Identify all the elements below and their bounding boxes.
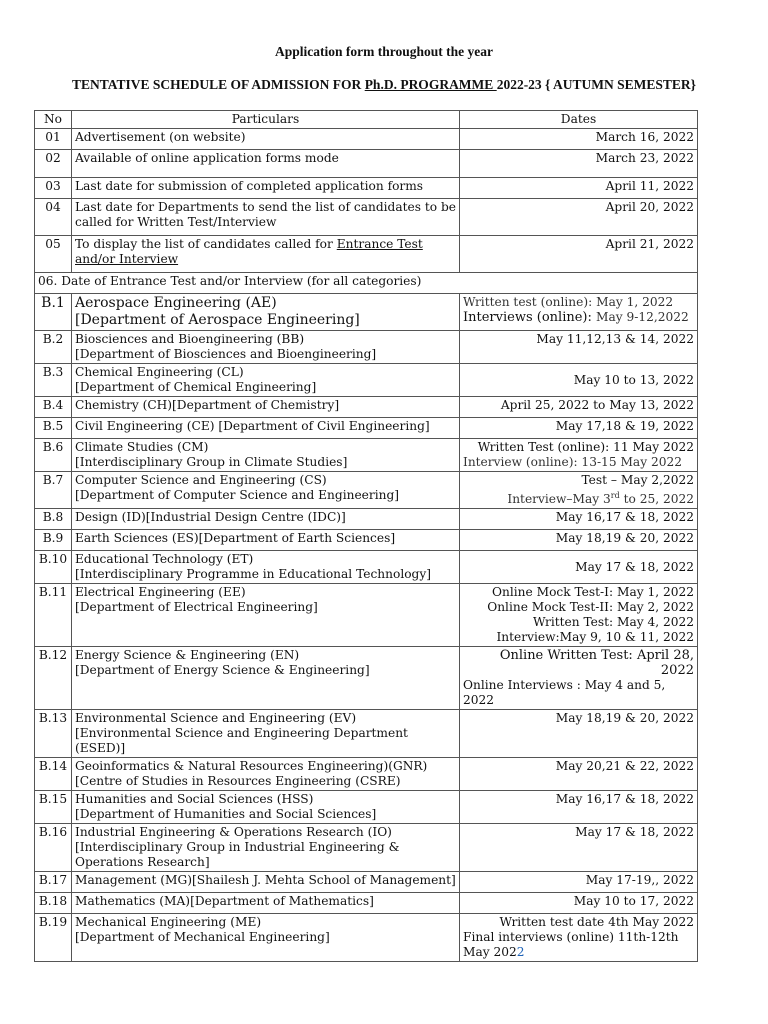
row-date [460, 439, 698, 472]
row-date [460, 294, 698, 331]
dept-name: Industrial Engineering & Operations Research (IO) [75, 825, 392, 840]
date-line: Online Written Test: April 28, 2022 [499, 648, 694, 679]
row-particulars: Advertisement (on website) [72, 129, 460, 150]
table-row [35, 364, 698, 397]
row-date: April 11, 2022 [460, 178, 698, 199]
row-particulars [72, 331, 460, 364]
row-particulars [72, 439, 460, 472]
row-particulars [72, 647, 460, 710]
dept-name: Geoinformatics & Natural Resources Engineering)(GNR) [75, 759, 428, 774]
date-line: Interview:May 9, 10 & 11, 2022 [496, 630, 694, 645]
dept-detail: [Department of Aerospace Engineering] [75, 312, 360, 328]
row-particulars: Design (ID)[Industrial Design Centre (IDC)] [72, 509, 460, 530]
table-row [35, 530, 698, 551]
date-line: Written Test: May 4, 2022 [533, 615, 694, 630]
dept-detail: [Environmental Science and Engineering Department (ESED)] [75, 726, 408, 756]
row-number: B.15 [35, 791, 72, 824]
dept-detail: [Department of Computer Science and Engineering] [75, 488, 400, 502]
row-date [460, 584, 698, 647]
table-row [35, 914, 698, 962]
table-row [35, 791, 698, 824]
dept-name: Aerospace Engineering (AE) [75, 295, 277, 311]
table-row [35, 331, 698, 364]
table-row [35, 129, 698, 150]
row-date: May 17 & 18, 2022 [460, 824, 698, 872]
row-number: B.14 [35, 758, 72, 791]
dept-detail: [Centre of Studies in Resources Engineering (CSRE) [75, 774, 401, 789]
row-number: B.19 [35, 914, 72, 962]
date-line-value-highlight: 2 [516, 945, 525, 960]
row-number: 02 [35, 150, 72, 178]
date-line: Interview (online): 13-15 May 2022 [463, 455, 682, 469]
table-row [35, 439, 698, 472]
row-number: B.8 [35, 509, 72, 530]
row-date: May 11,12,13 & 14, 2022 [460, 331, 698, 364]
row-particulars [72, 791, 460, 824]
dept-detail: [Interdisciplinary Group in Industrial Engineering & Operations Research] [75, 840, 400, 870]
row-particulars [72, 914, 460, 962]
table-row [35, 294, 698, 331]
row-date: March 16, 2022 [460, 129, 698, 150]
row-particulars: Management (MG)[Shailesh J. Mehta School of Management] [72, 872, 460, 893]
date-line: Test – May 2,2022 [581, 473, 694, 487]
date-line-label: Interview–May 3 [507, 492, 611, 507]
table-row [35, 472, 698, 509]
table-row [35, 397, 698, 418]
table-row [35, 647, 698, 710]
dept-name: Electrical Engineering (EE) [75, 585, 246, 600]
column-header-dates: Dates [460, 111, 698, 129]
date-line-value: May 9-12,2022 [596, 310, 689, 324]
document-title: Application form throughout the year [275, 44, 493, 59]
row-date: May 17,18 & 19, 2022 [460, 418, 698, 439]
row-date: April 21, 2022 [460, 236, 698, 273]
row-particulars [72, 472, 460, 509]
row-number: 01 [35, 129, 72, 150]
row-date: May 18,19 & 20, 2022 [460, 710, 698, 758]
dept-detail: [Department of Biosciences and Bioengineering] [75, 347, 377, 361]
row-particulars [72, 824, 460, 872]
table-row [35, 893, 698, 914]
dept-name: Energy Science & Engineering (EN) [75, 648, 300, 663]
dept-detail: [Department of Humanities and Social Sciences] [75, 807, 377, 822]
date-line: Online Mock Test-I: May 1, 2022 [492, 585, 694, 600]
particulars-underlined: Entrance Test and/or Interview [75, 237, 423, 266]
date-line-value: to 25, 2022 [619, 492, 694, 507]
row-date: May 17-19,, 2022 [460, 872, 698, 893]
row-date: March 23, 2022 [460, 150, 698, 178]
row-number: B.4 [35, 397, 72, 418]
row-date [460, 914, 698, 962]
schedule-prefix: TENTATIVE SCHEDULE OF ADMISSION FOR [72, 77, 365, 92]
row-particulars [72, 294, 460, 331]
date-line: Written test date 4th May 2022 [499, 915, 694, 930]
row-number: B.11 [35, 584, 72, 647]
dept-name: Educational Technology (ET) [75, 552, 254, 567]
section-06-heading: 06. Date of Entrance Test and/or Interview (for all categories) [35, 273, 698, 294]
table-row [35, 551, 698, 584]
dept-detail: [Department of Chemical Engineering] [75, 380, 317, 394]
row-date: May 17 & 18, 2022 [460, 551, 698, 584]
row-particulars [72, 364, 460, 397]
row-particulars [72, 551, 460, 584]
dept-detail: [Interdisciplinary Programme in Educational Technology] [75, 567, 432, 582]
table-row [35, 236, 698, 273]
dept-detail: [Department of Electrical Engineering] [75, 600, 318, 615]
row-particulars: Last date for Departments to send the list of candidates to be called for Written Test/Interview [72, 199, 460, 236]
dept-detail: [Department of Energy Science & Engineering] [75, 663, 370, 678]
row-number: B.5 [35, 418, 72, 439]
date-line-label: Interviews (online): [463, 310, 597, 325]
date-superscript: rd [610, 491, 620, 500]
row-date: May 20,21 & 22, 2022 [460, 758, 698, 791]
schedule-table [34, 110, 698, 962]
table-row [35, 150, 698, 178]
schedule-suffix: 2022-23 { AUTUMN SEMESTER} [496, 77, 696, 92]
row-particulars [72, 584, 460, 647]
dept-name: Biosciences and Bioengineering (BB) [75, 332, 305, 346]
column-header-particulars: Particulars [72, 111, 460, 129]
row-particulars [72, 236, 460, 273]
table-row [35, 872, 698, 893]
dept-detail: [Interdisciplinary Group in Climate Studies] [75, 455, 348, 469]
dept-detail: [Department of Mechanical Engineering] [75, 930, 330, 945]
row-number: B.12 [35, 647, 72, 710]
row-number: B.7 [35, 472, 72, 509]
dept-name: Mechanical Engineering (ME) [75, 915, 262, 930]
row-particulars: Mathematics (MA)[Department of Mathematics] [72, 893, 460, 914]
particulars-text: To display the list of candidates called for [75, 237, 337, 251]
dept-name: Climate Studies (CM) [75, 440, 209, 454]
row-number: B.1 [35, 294, 72, 331]
row-date: May 10 to 13, 2022 [460, 364, 698, 397]
row-particulars: Civil Engineering (CE) [Department of Civil Engineering] [72, 418, 460, 439]
row-number: B.10 [35, 551, 72, 584]
row-date [460, 472, 698, 509]
date-line: Online Interviews : May 4 and 5, 2022 [463, 678, 666, 708]
section-row [35, 273, 698, 294]
date-line: Online Mock Test-II: May 2, 2022 [487, 600, 694, 615]
row-particulars: Last date for submission of completed application forms [72, 178, 460, 199]
table-row [35, 710, 698, 758]
row-date [460, 647, 698, 710]
row-date: April 25, 2022 to May 13, 2022 [460, 397, 698, 418]
row-number: B.16 [35, 824, 72, 872]
schedule-heading [0, 77, 768, 93]
row-date: April 20, 2022 [460, 199, 698, 236]
row-number: B.9 [35, 530, 72, 551]
table-row [35, 824, 698, 872]
row-particulars: Chemistry (CH)[Department of Chemistry] [72, 397, 460, 418]
row-particulars [72, 710, 460, 758]
row-number: 03 [35, 178, 72, 199]
row-number: 05 [35, 236, 72, 273]
row-particulars [72, 758, 460, 791]
dept-name: Environmental Science and Engineering (EV) [75, 711, 357, 726]
dept-name: Humanities and Social Sciences (HSS) [75, 792, 314, 807]
column-header-no: No [35, 111, 72, 129]
table-row [35, 418, 698, 439]
row-particulars: Earth Sciences (ES)[Department of Earth Sciences] [72, 530, 460, 551]
table-row [35, 199, 698, 236]
row-date: May 10 to 17, 2022 [460, 893, 698, 914]
date-line: Written Test (online): 11 May 2022 [477, 440, 694, 454]
row-particulars: Available of online application forms mode [72, 150, 460, 178]
row-number: 04 [35, 199, 72, 236]
row-number: B.2 [35, 331, 72, 364]
row-number: B.17 [35, 872, 72, 893]
table-row [35, 758, 698, 791]
date-line-value: May 202 [463, 945, 517, 960]
table-row [35, 178, 698, 199]
dept-name: Chemical Engineering (CL) [75, 365, 244, 379]
table-row [35, 584, 698, 647]
row-number: B.3 [35, 364, 72, 397]
table-header-row [35, 111, 698, 129]
date-line: Final interviews (online) 11th-12th [463, 930, 679, 945]
date-line: Written test (online): May 1, 2022 [463, 295, 674, 309]
row-date: May 18,19 & 20, 2022 [460, 530, 698, 551]
table-row [35, 509, 698, 530]
row-date: May 16,17 & 18, 2022 [460, 791, 698, 824]
row-date: May 16,17 & 18, 2022 [460, 509, 698, 530]
programme-name: Ph.D. PROGRAMME [364, 77, 497, 92]
row-number: B.18 [35, 893, 72, 914]
row-number: B.13 [35, 710, 72, 758]
row-number: B.6 [35, 439, 72, 472]
dept-name: Computer Science and Engineering (CS) [75, 473, 327, 487]
